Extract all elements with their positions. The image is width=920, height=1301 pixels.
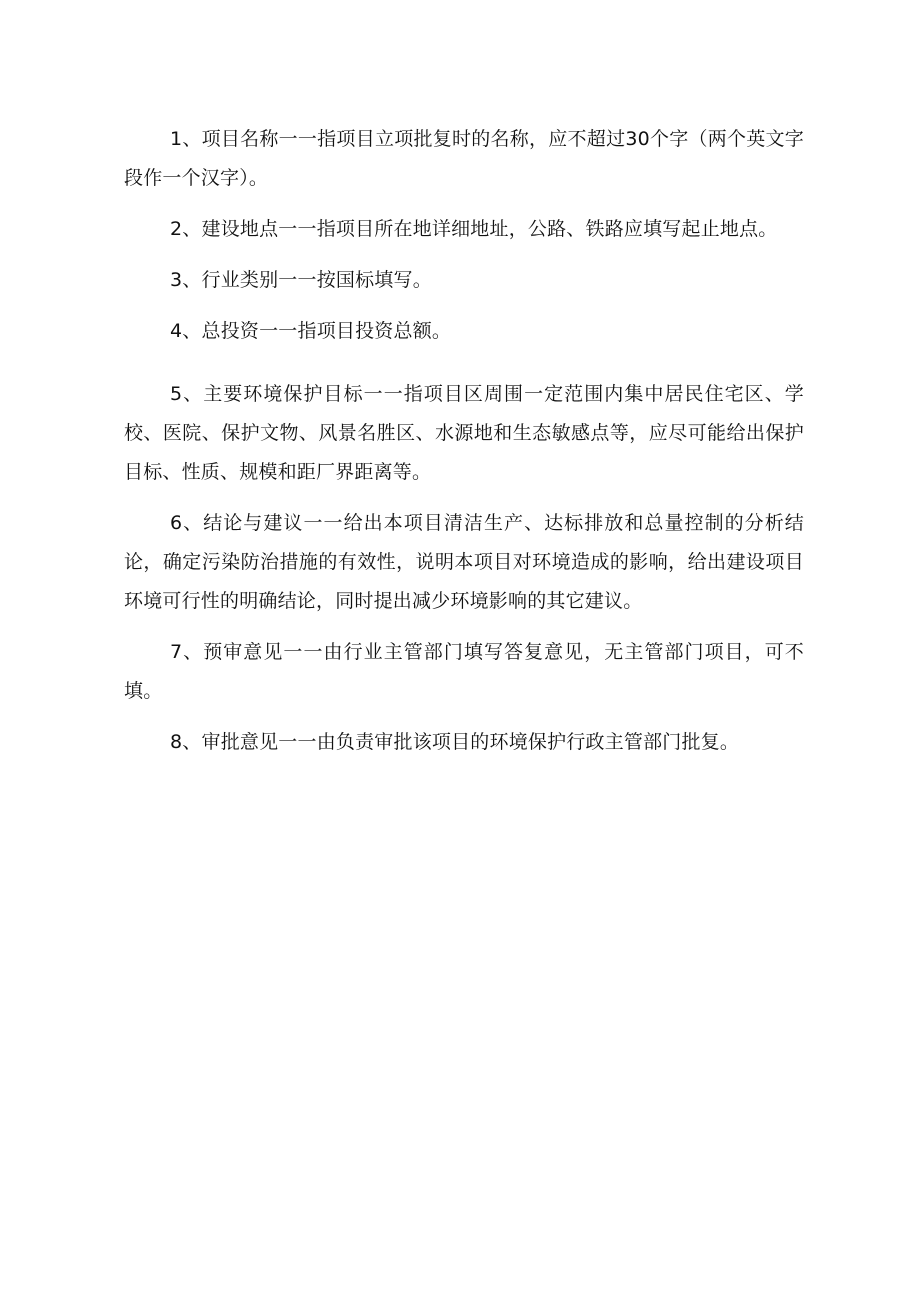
instruction-notes <box>124 120 804 762</box>
note-total-investment: 4、总投资一一指项目投资总额。 <box>170 320 452 342</box>
note-industry-category: 3、行业类别一一按国标填写。 <box>170 269 432 291</box>
note-project-name: 1、项目名称一一指项目立项批复时的名称，应不超过30个字（两个英文字段作一个汉字）。 <box>124 128 804 189</box>
note-conclusions-suggestions: 6、结论与建议一一给出本项目清洁生产、达标排放和总量控制的分析结论，确定污染防治措施的有效性，说明本项目对环境造成的影响，给出建设项目环境可行性的明确结论，同时提出减少环境影响的其它建议。 <box>124 512 804 612</box>
note-preliminary-review: 7、预审意见一一由行业主管部门填写答复意见，无主管部门项目，可不填。 <box>124 641 804 702</box>
note-construction-location: 2、建设地点一一指项目所在地详细地址，公路、铁路应填写起止地点。 <box>170 218 778 240</box>
note-approval-opinion: 8、审批意见一一由负责审批该项目的环境保护行政主管部门批复。 <box>170 731 740 753</box>
note-environmental-targets: 5、主要环境保护目标一一指项目区周围一定范围内集中居民住宅区、学校、医院、保护文物、风景名胜区、水源地和生态敏感点等，应尽可能给出保护目标、性质、规模和距厂界距离等。 <box>124 383 804 483</box>
